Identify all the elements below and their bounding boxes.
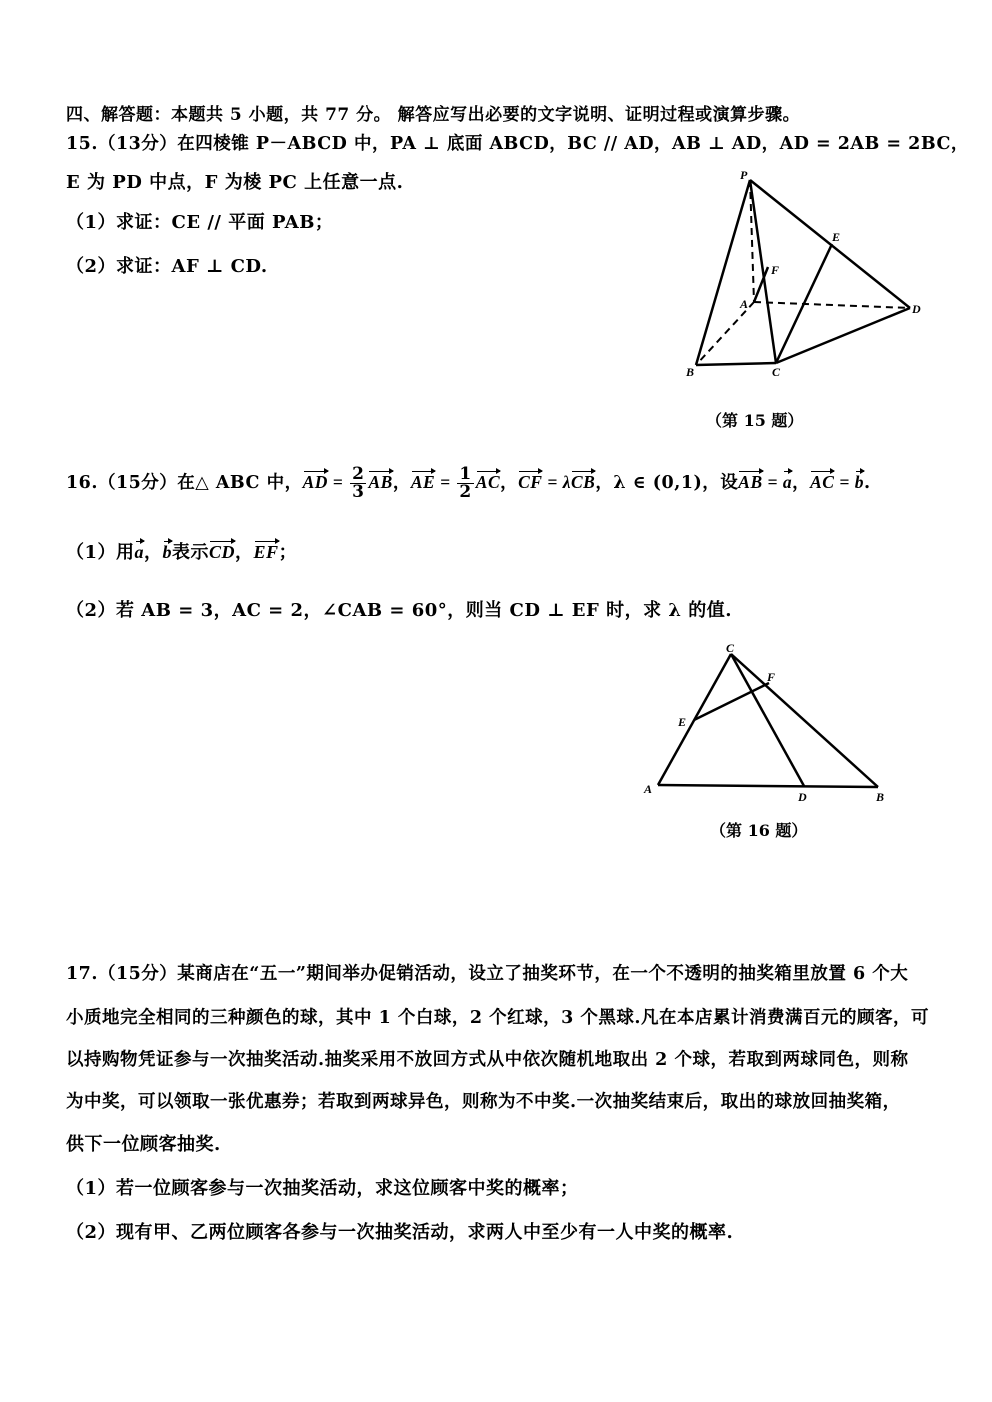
vec-ac: AC xyxy=(475,472,501,492)
q15-part2: （2）求证：AF ⊥ CD. xyxy=(66,256,268,277)
label-e: E xyxy=(832,230,841,244)
edge-pb xyxy=(696,180,750,365)
q15-line2: E 为 PD 中点，F 为棱 PC 上任意一点. xyxy=(66,172,404,193)
vec-cd: CD xyxy=(209,542,236,562)
label-b: B xyxy=(686,365,695,379)
q17-line5: 供下一位顾客抽奖. xyxy=(66,1134,221,1155)
edge-cb xyxy=(731,654,878,787)
q17-part1: （1）若一位顾客参与一次抽奖活动，求这位顾客中奖的概率； xyxy=(66,1178,579,1199)
q16-caption: （第 16 题） xyxy=(710,821,808,840)
section-header: 四、解答题：本题共 5 小题，共 77 分。 解答应写出必要的文字说明、证明过程或演算步骤。 xyxy=(66,105,801,125)
label-d: D xyxy=(912,302,921,316)
edge-pd xyxy=(750,180,910,308)
vec-ae: AE xyxy=(410,472,436,492)
vec-cb: CB xyxy=(571,472,596,492)
q16-part2: （2）若 AB = 3，AC = 2，∠CAB = 60°，则当 CD ⊥ EF 时，求 λ 的值. xyxy=(66,600,732,621)
q16-line1: 16.（15分）在△ ABC 中，AD = $\frac{2}{3}$ AB，AE = $\frac{1}{2}$ AC，CF = λCB，λ ∈ (0,1)，设AB = a，AC = b. xyxy=(66,464,871,502)
q17-line4: 为中奖，可以领取一张优惠券；若取到两球异色，则称为不中奖.一次抽奖结束后，取出的球放回抽奖箱， xyxy=(66,1092,901,1112)
label-p: P xyxy=(740,168,748,182)
label-d: D xyxy=(798,790,807,804)
q15-caption: （第 15 题） xyxy=(706,411,804,430)
edge-ad xyxy=(754,302,910,308)
vec-a: a xyxy=(782,472,793,492)
vec-b: b xyxy=(854,472,864,492)
vec-ef: EF xyxy=(253,542,279,562)
q17-part2: （2）现有甲、乙两位顾客各参与一次抽奖活动，求两人中至少有一人中奖的概率. xyxy=(66,1222,734,1243)
frac-one-half: $\frac{1}{2}$ xyxy=(459,464,472,502)
label-f: F xyxy=(771,263,780,277)
label-c: C xyxy=(726,641,735,655)
edge-bc xyxy=(696,363,776,365)
vec-ab: AB xyxy=(368,472,393,492)
label-c: C xyxy=(772,365,781,379)
label-a: A xyxy=(644,782,653,796)
q17-line1: 17.（15分）某商店在“五一”期间举办促销活动，设立了抽奖环节，在一个不透明的抽奖箱里放置 6 个大 xyxy=(66,964,909,984)
label-f: F xyxy=(767,670,776,684)
q17-line2: 小质地完全相同的三种颜色的球，其中 1 个白球，2 个红球，3 个黑球.凡在本店累计消费满百元的顾客，可 xyxy=(66,1008,929,1028)
frac-two-thirds: $\frac{2}{3}$ xyxy=(352,464,365,502)
q16-prefix: 16.（15分）在△ ABC 中， xyxy=(66,473,303,493)
edge-cd xyxy=(776,308,910,363)
q17-line3: 以持购物凭证参与一次抽奖活动.抽奖采用不放回方式从中依次随机地取出 2 个球，若取到两球同色，则称 xyxy=(66,1050,909,1070)
label-e: E xyxy=(678,715,687,729)
q16-triangle-figure xyxy=(638,638,898,808)
vec-cf: CF xyxy=(518,472,543,492)
q15-pyramid-figure xyxy=(680,165,940,385)
label-a: A xyxy=(740,297,749,311)
q15-part1: （1）求证：CE // 平面 PAB； xyxy=(66,212,334,233)
q16-part1: （1）用a，b表示CD，EF； xyxy=(66,542,298,563)
edge-ab xyxy=(658,785,878,787)
label-b: B xyxy=(876,790,885,804)
vec-ad: AD xyxy=(302,472,328,492)
q15-line1: 15.（13分）在四棱锥 P－ABCD 中，PA ⊥ 底面 ABCD，BC // AD，AB ⊥ AD，AD = 2AB = 2BC， xyxy=(66,134,969,154)
lambda-range: λ ∈ (0,1)，设 xyxy=(613,473,739,493)
